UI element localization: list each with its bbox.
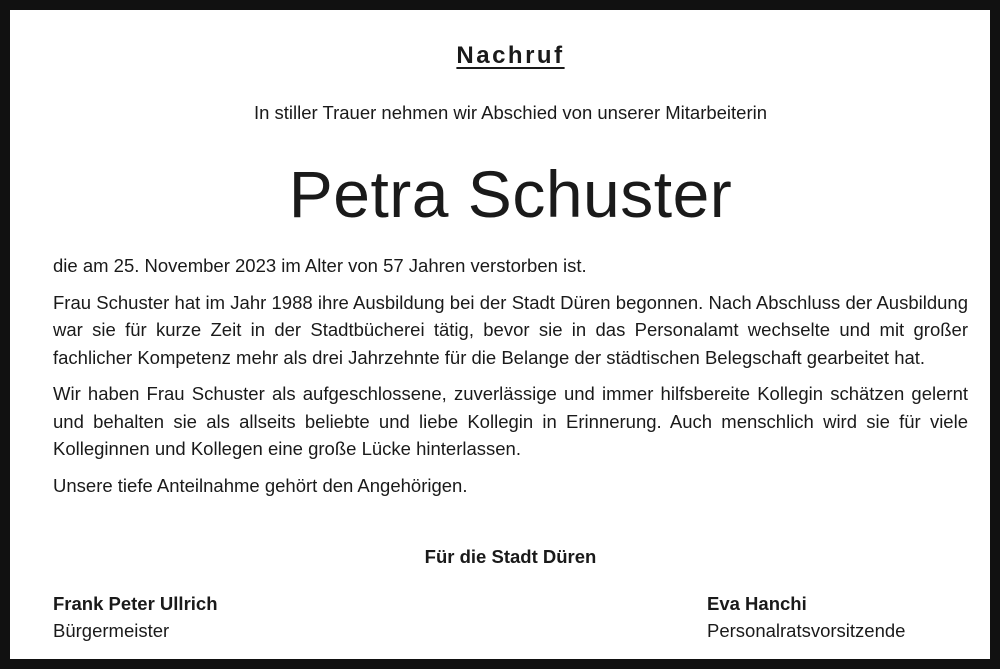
signatory-role: Personalratsvorsitzende	[707, 620, 906, 641]
paragraph-career: Frau Schuster hat im Jahr 1988 ihre Ausbildung bei der Stadt Düren begonnen. Nach Abschluss der Ausbildung war sie für kurze Zeit in der Stadtbücherei tätig, bevor sie in das Personalamt wechselte und mit großer fachlicher Kompetenz mehr als drei Jahrzehnte für die Belange der städtischen Belegschaft gearbeitet hat.	[53, 291, 968, 368]
paragraph-tribute: Wir haben Frau Schuster als aufgeschlossene, zuverlässige und immer hilfsbereite Kollegin schätzen gelernt und behalten sie als allseits beliebte und liebe Kollegin in Erinnerung. Auch menschlich wird sie für viele Kolleginnen und Kollegen eine große Lücke hinterlassen.	[53, 383, 968, 459]
notice-content	[53, 10, 968, 659]
signatory-name: Frank Peter Ullrich	[53, 593, 218, 614]
signatory-name: Eva Hanchi	[707, 593, 807, 614]
paragraph-condolence: Unsere tiefe Anteilnahme gehört den Angehörigen.	[53, 474, 468, 496]
notice-heading: Nachruf	[456, 42, 565, 69]
signatory-left	[53, 590, 218, 644]
paragraph-death-date: die am 25. November 2023 im Alter von 57 Jahren verstorben ist.	[53, 255, 587, 276]
intro-line: In stiller Trauer nehmen wir Abschied von unserer Mitarbeiterin	[253, 102, 768, 123]
signatory-right	[707, 590, 905, 644]
deceased-name: Petra Schuster	[288, 157, 733, 231]
notice-body	[53, 252, 968, 508]
organization-line: Für die Stadt Düren	[424, 546, 597, 567]
signatory-role: Bürgermeister	[53, 620, 170, 641]
